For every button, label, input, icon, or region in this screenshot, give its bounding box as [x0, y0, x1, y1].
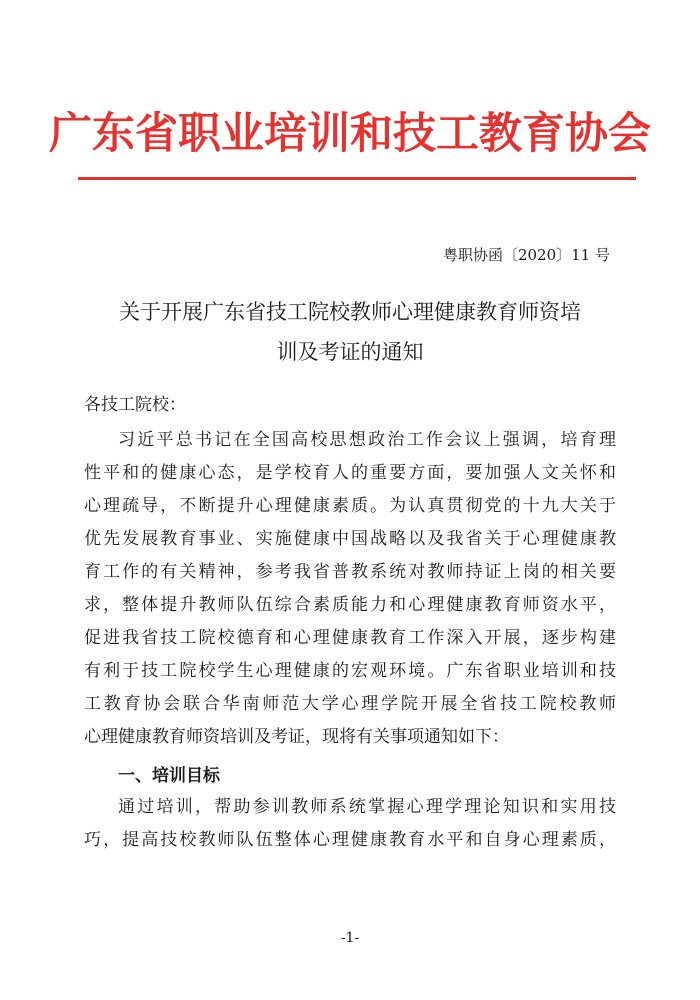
organization-letterhead: 广东省职业培训和技工教育协会 — [49, 109, 651, 159]
section-heading: 一、培训目标 — [118, 766, 220, 786]
paragraph-line: 促进我省技工院校德育和心理健康教育工作深入开展，逐步构建 — [84, 628, 616, 648]
paragraph-line: 有利于技工院校学生心理健康的宏观环境。广东省职业培训和技 — [84, 661, 616, 681]
paragraph-training-goal — [84, 791, 616, 857]
document-number: 粤职协函〔2020〕11 号 — [442, 246, 610, 264]
document-title — [80, 292, 620, 372]
paragraph-line: 心理健康教育师资培训及考证，现将有关事项通知如下： — [84, 727, 509, 747]
title-line-1: 关于开展广东省技工院校教师心理健康教育师资培 — [119, 300, 581, 324]
paragraph-line: 优先发展教育事业、实施健康中国战略以及我省关于心理健康教 — [84, 529, 616, 549]
page-number: -1- — [340, 930, 360, 946]
paragraph-line: 性平和的健康心态，是学校育人的重要方面，要加强人文关怀和 — [84, 463, 616, 483]
paragraph-line: 工教育协会联合华南师范大学心理学院开展全省技工院校教师 — [84, 694, 616, 714]
paragraph-line: 巧，提高技校教师队伍整体心理健康教育水平和自身心理素质， — [84, 830, 616, 850]
paragraph-line: 通过培训，帮助参训教师系统掌握心理学理论知识和实用技 — [118, 797, 616, 817]
paragraph-line: 求，整体提升教师队伍综合素质能力和心理健康教育师资水平， — [84, 595, 616, 615]
salutation: 各技工院校： — [84, 395, 186, 415]
red-divider-line — [78, 177, 636, 180]
paragraph-line: 育工作的有关精神，参考我省普教系统对教师持证上岗的相关要 — [84, 562, 616, 582]
paragraph-line: 习近平总书记在全国高校思想政治工作会议上强调，培育理 — [118, 430, 616, 450]
paragraph-intro — [84, 424, 616, 754]
paragraph-line: 心理疏导，不断提升心理健康素质。为认真贯彻党的十九大关于 — [84, 496, 616, 516]
title-line-2: 训及考证的通知 — [276, 340, 424, 364]
